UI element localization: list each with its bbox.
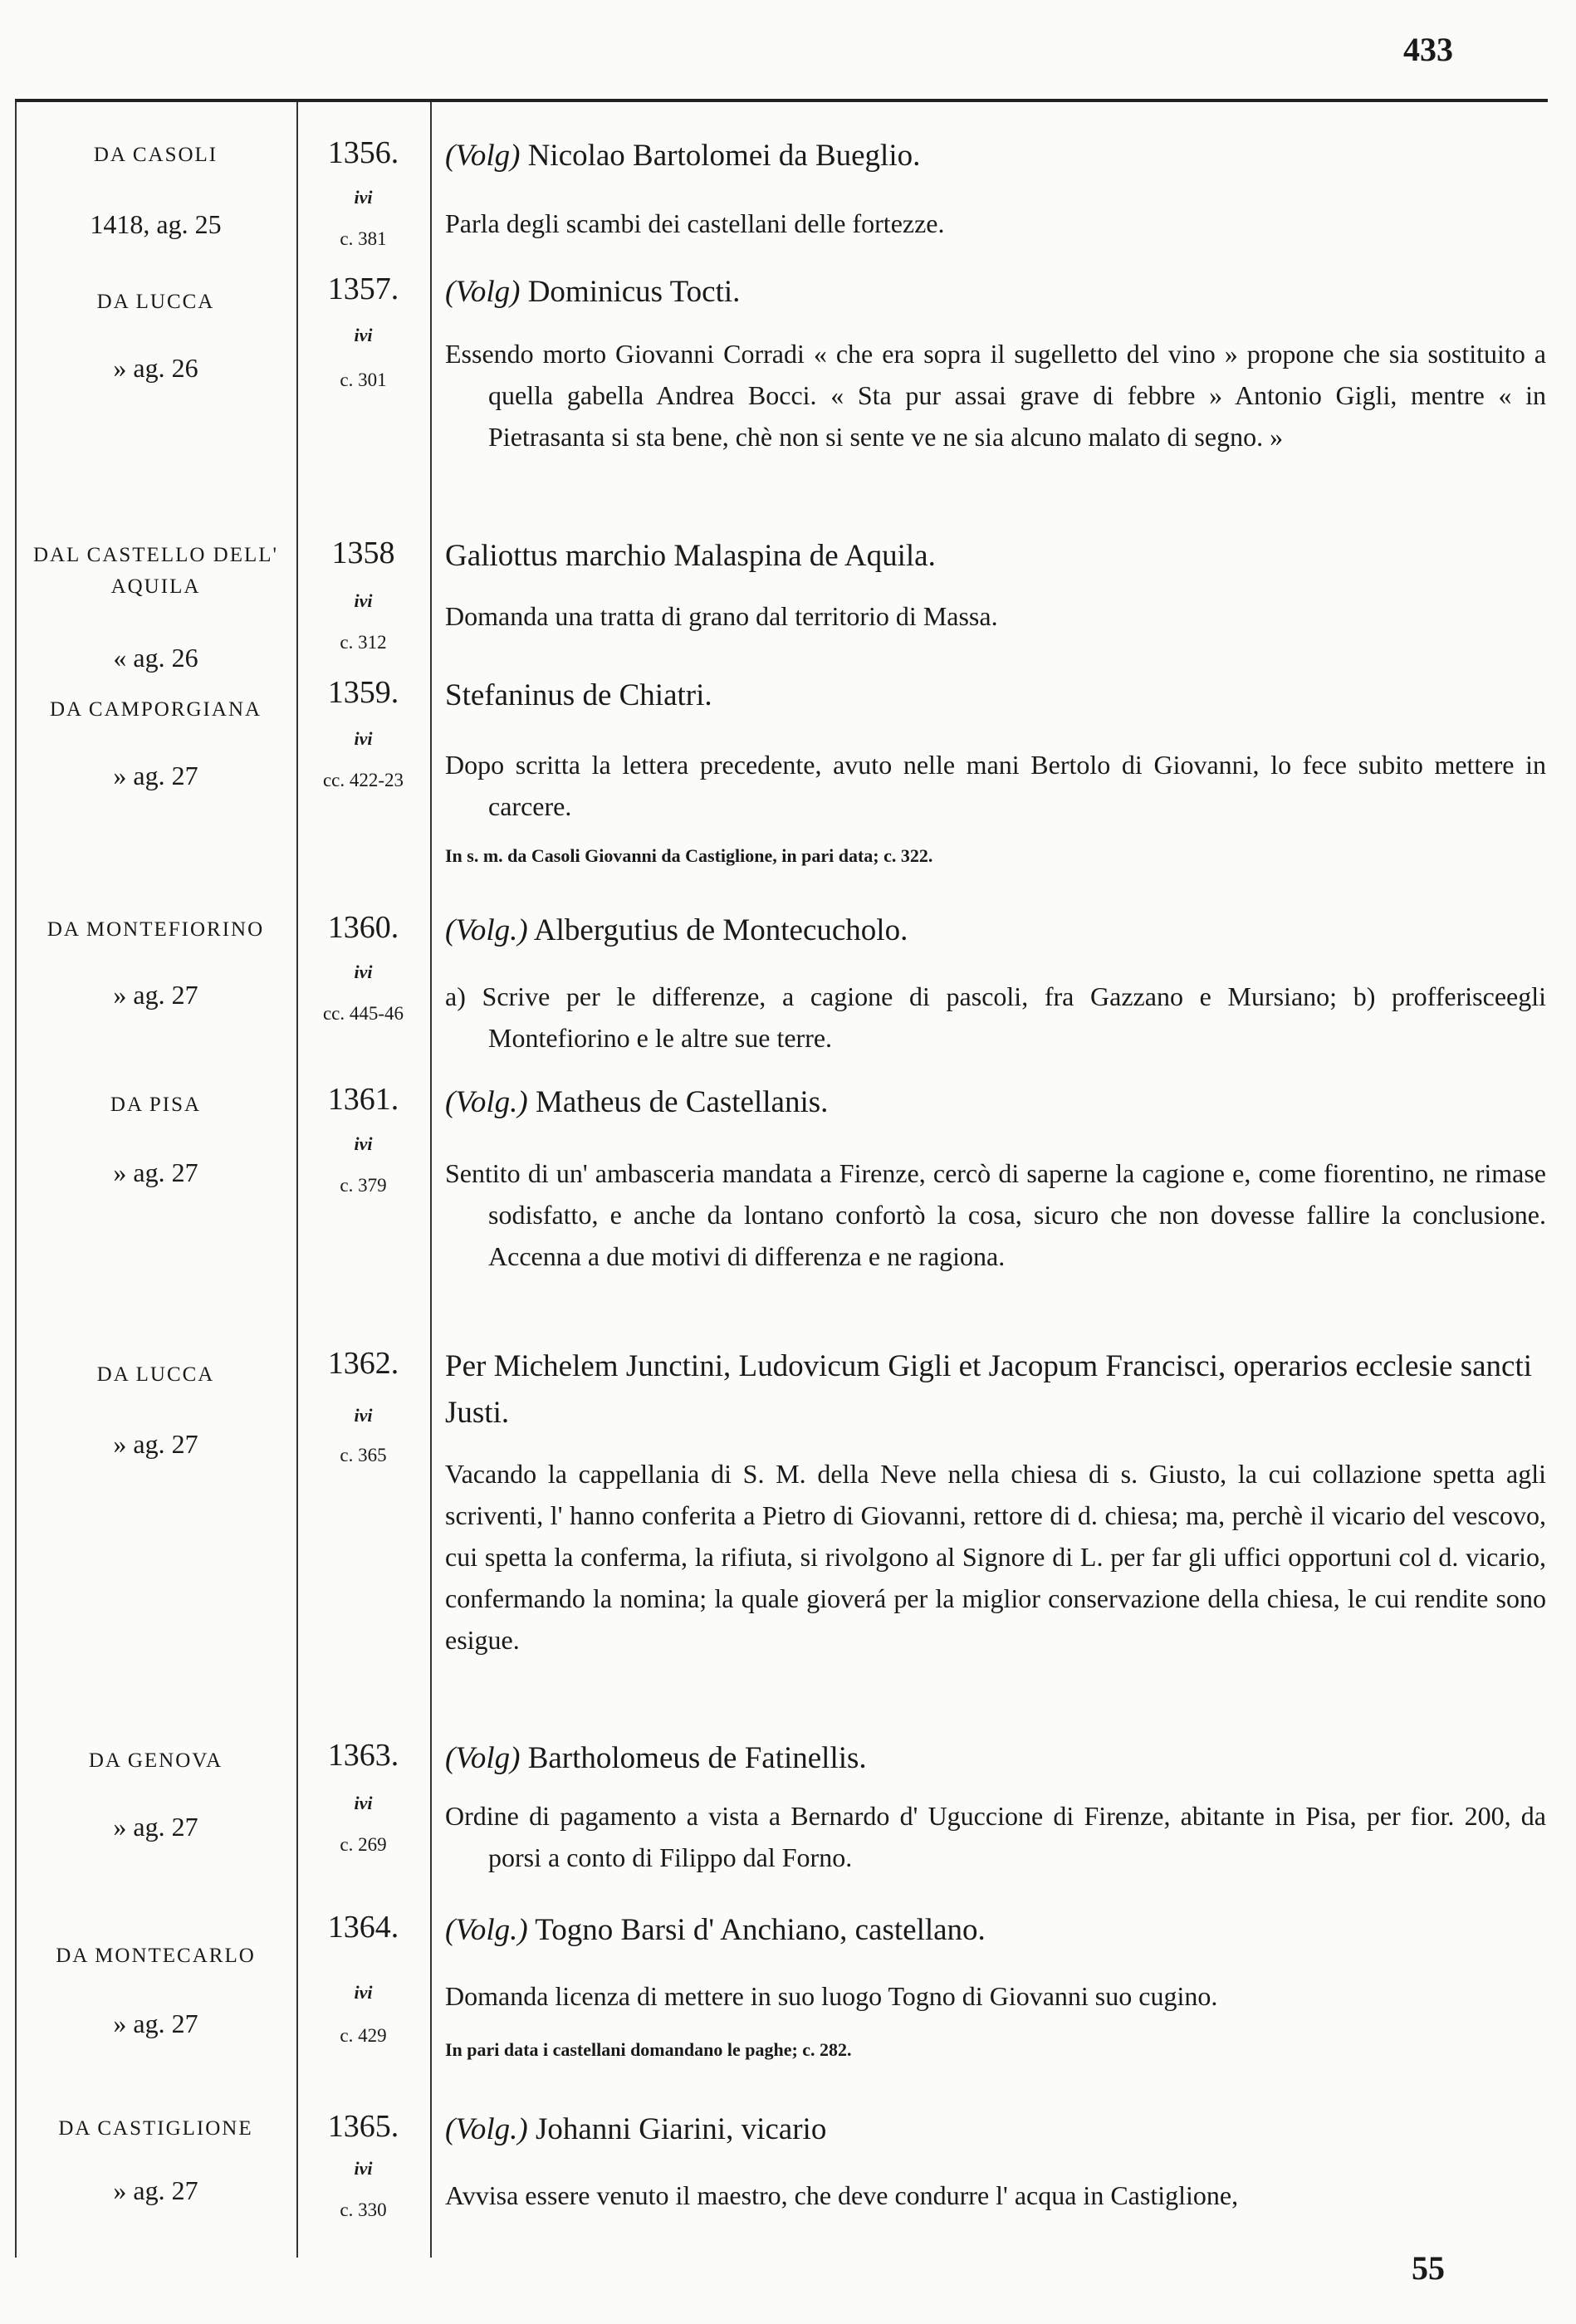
entry-description: Sentito di un' ambasceria mandata a Firenze, cercò di saperne la cagione e, come fiorentino, ne rimase sodisfatto, e anche da lontano confortò la cosa, sicuro che non dovesse fallire la conclusione. Accenna a due motivi di differenza e ne ragiona. — [445, 1158, 1546, 1271]
heading-prefix: (Volg) — [445, 275, 521, 309]
ivi-label: ivi — [354, 1793, 373, 1813]
folio-reference: c. 269 — [340, 1834, 387, 1855]
entry-description: Essendo morto Giovanni Corradi « che era sopra il sugelletto del vino » propone che sia sostituito a quella gabella Andrea Bocci. « Sta pur assai grave di febbre » Antonio Gigli, mentre « in Pietrasanta si sta bene, chè non si sente ve ne sia alcuno malato di segno. » — [445, 339, 1546, 452]
entry-heading — [445, 1735, 1546, 1782]
entry-number: 1357. — [327, 272, 399, 306]
header-rule — [15, 99, 1548, 102]
sender-place: DA CASTIGLIONE — [58, 2117, 253, 2140]
sender-place: DA PISA — [110, 1094, 202, 1116]
folio-reference: c. 381 — [340, 228, 387, 249]
entry-description: Ordine di pagamento a vista a Bernardo d' Uguccione di Firenze, abitante in Pisa, per fior. 200, da porsi a conto di Filippo dal Forno. — [445, 1801, 1546, 1872]
date-reference: » ag. 27 — [113, 1812, 198, 1842]
folio-reference: c. 301 — [340, 369, 387, 390]
entry-number: 1360. — [327, 910, 399, 945]
heading-text: Per Michelem Junctini, Ludovicum Gigli et Jacopum Francisci, operarios ecclesie sancti Justi. — [445, 1349, 1533, 1430]
entry-description: Avvisa essere venuto il maestro, che deve condurre l' acqua in Castiglione, — [445, 2180, 1239, 2210]
sender-place: DAL CASTELLO DELL' AQUILA — [32, 544, 279, 598]
date-reference: » ag. 27 — [113, 1157, 198, 1187]
entry-number: 1361. — [327, 1082, 399, 1117]
heading-text: Albergutius de Montecucholo. — [533, 913, 908, 947]
heading-prefix: (Volg) — [445, 1741, 521, 1775]
sender-place: DA GENOVA — [88, 1749, 223, 1772]
entry-heading — [445, 269, 1546, 316]
entry-description: Dopo scritta la lettera precedente, avuto nelle mani Bertolo di Giovanni, lo fece subito mettere in carcere. — [445, 750, 1546, 821]
entry-heading — [445, 1079, 1546, 1126]
heading-text: Galiottus marchio Malaspina de Aquila. — [445, 539, 936, 573]
date-reference: » ag. 27 — [113, 761, 198, 790]
entry-number: 1365. — [327, 2109, 399, 2144]
ivi-label: ivi — [354, 1982, 373, 2003]
heading-text: Togno Barsi d' Anchiano, castellano. — [535, 1913, 986, 1947]
entry-description: Domanda licenza di mettere in suo luogo Togno di Giovanni suo cugino. — [445, 1981, 1218, 2011]
folio-reference: c. 330 — [340, 2199, 387, 2220]
entry-description: a) Scrive per le differenze, a cagione di pascoli, fra Gazzano e Mursiano; b) profferisceegli Montefiorino e le altre sue terre. — [445, 981, 1546, 1053]
entry-number: 1359. — [327, 675, 399, 710]
folio-reference: c. 429 — [340, 2025, 387, 2046]
entry-number: 1358 — [331, 536, 395, 570]
entry-note: In pari data i castellani domandano le paghe; c. 282. — [445, 2039, 852, 2060]
entry-heading — [445, 533, 1546, 580]
folio-reference: c. 312 — [340, 632, 387, 653]
entry-heading — [445, 908, 1546, 954]
heading-prefix: (Volg.) — [445, 2112, 528, 2146]
heading-prefix: (Volg.) — [445, 1085, 528, 1119]
ivi-label: ivi — [354, 325, 373, 345]
folio-reference: cc. 422-23 — [322, 770, 404, 790]
date-reference: « ag. 26 — [113, 643, 198, 673]
ivi-label: ivi — [354, 590, 373, 611]
date-reference: » ag. 27 — [113, 2175, 198, 2205]
date-reference: » ag. 26 — [113, 353, 198, 383]
folio-reference: c. 379 — [340, 1175, 387, 1196]
heading-prefix: (Volg.) — [445, 913, 528, 947]
ivi-label: ivi — [354, 1405, 373, 1426]
date-reference: » ag. 27 — [113, 2008, 198, 2038]
heading-prefix: (Volg.) — [445, 1913, 528, 1947]
ivi-label: ivi — [354, 187, 373, 208]
page-number-top: 433 — [1403, 31, 1453, 68]
folio-reference: cc. 445-46 — [322, 1003, 404, 1024]
date-reference: » ag. 27 — [113, 1429, 198, 1459]
entry-description: Domanda una tratta di grano dal territorio di Massa. — [445, 601, 998, 631]
entry-heading — [445, 673, 1546, 719]
ivi-label: ivi — [354, 728, 373, 749]
entry-note: In s. m. da Casoli Giovanni da Castiglione, in pari data; c. 322. — [445, 845, 933, 866]
entry-number: 1363. — [327, 1738, 399, 1773]
heading-text: Nicolao Bartolomei da Bueglio. — [527, 139, 921, 173]
sender-place: DA LUCCA — [96, 1363, 215, 1386]
heading-text: Stefaninus de Chiatri. — [445, 678, 712, 712]
entry-number: 1364. — [327, 1910, 399, 1945]
sender-place: DA CAMPORGIANA — [49, 698, 262, 721]
entry-description: Vacando la cappellania di S. M. della Neve nella chiesa di s. Giusto, la cui collazione spetta agli scriventi, l' hanno conferita a Pietro di Giovanni, rettore di d. chiesa; ma, perchè il vicario del vescovo, cui spetta la conferma, la rifiuta, si rivolgono al Signore di L. per far gli uffici opportuni col d. vicario, confermando la nomina; la quale gioverá per la miglior conservazione della chiesa, le cui rendite sono esigue. — [445, 1459, 1546, 1655]
entry-description: Parla degli scambi dei castellani delle fortezze. — [445, 208, 945, 238]
entry-number: 1362. — [327, 1346, 399, 1381]
heading-text: Johanni Giarini, vicario — [535, 2112, 827, 2146]
page-number-bottom: 55 — [1412, 2249, 1445, 2287]
heading-text: Bartholomeus de Fatinellis. — [527, 1741, 867, 1775]
sender-place: DA CASOLI — [93, 144, 218, 166]
column-divider-right — [430, 102, 432, 2258]
ivi-label: ivi — [354, 961, 373, 982]
ivi-label: ivi — [354, 1133, 373, 1154]
date-reference: » ag. 27 — [113, 980, 198, 1010]
folio-reference: c. 365 — [340, 1445, 387, 1465]
heading-text: Matheus de Castellanis. — [535, 1085, 829, 1119]
sender-place: DA MONTECARLO — [56, 1945, 256, 1967]
sender-place: DA MONTEFIORINO — [46, 918, 265, 941]
entry-heading — [445, 2106, 1546, 2153]
entry-heading — [445, 1907, 1546, 1954]
sender-place: DA LUCCA — [96, 291, 215, 313]
entry-number: 1356. — [327, 135, 399, 170]
entry-heading — [445, 1343, 1546, 1436]
ivi-label: ivi — [354, 2158, 373, 2179]
date-reference: 1418, ag. 25 — [90, 209, 222, 239]
heading-text: Dominicus Tocti. — [527, 275, 741, 309]
heading-prefix: (Volg) — [445, 139, 521, 173]
entry-heading — [445, 133, 1546, 179]
